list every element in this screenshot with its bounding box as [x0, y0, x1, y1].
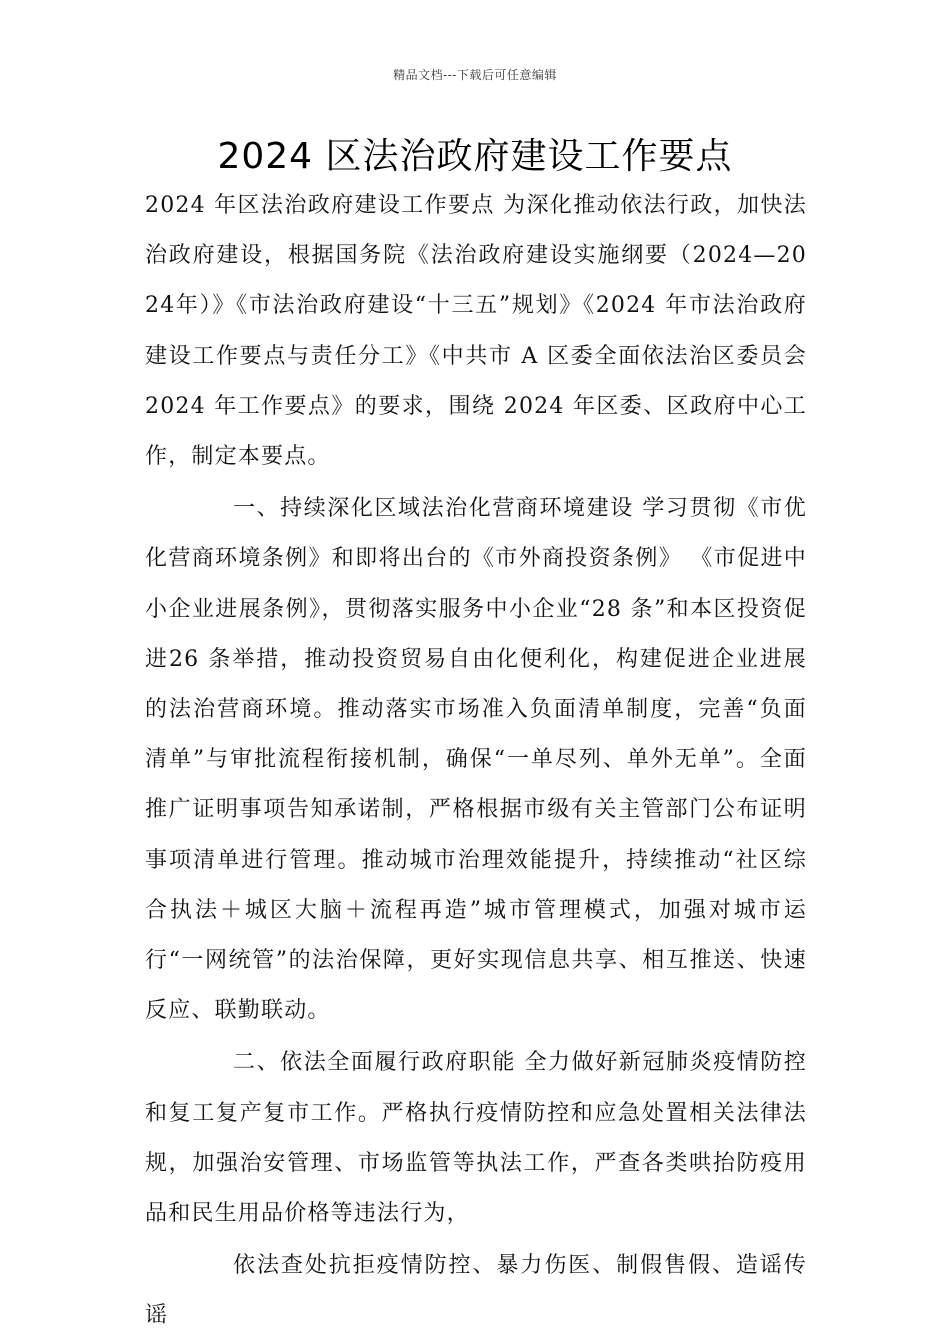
header-note: 精品文档---下载后可任意编辑	[393, 68, 557, 82]
document-body	[145, 181, 807, 1342]
section-2-continuation-paragraph: 依法查处抗拒疫情防控、暴力伤医、制假售假、造谣传谣	[145, 1253, 807, 1329]
section-2-paragraph: 二、依法全面履行政府职能 全力做好新冠肺炎疫情防控和复工复产复市工作。严格执行疫情防控和应急处置相关法律法规，加强治安管理、市场监管等执法工作，严查各类哄抬防疫用品和民生用品价格等违法行为，	[145, 1050, 807, 1227]
section-1-paragraph: 一、持续深化区域法治化营商环境建设 学习贯彻《市优化营商环境条例》和即将出台的《市外商投资条例》 《市促进中小企业进展条例》，贯彻落实服务中小企业“28 条”和本区投资促进26 条举措，推动投资贸易自由化便利化，构建促进企业进展的法治营商环境。推动落实市场准入负面清单制度，完善“负面清单”与审批流程衔接机制，确保“一单尽列、单外无单”。全面推广证明事项告知承诺制，严格根据市级有关主管部门公布证明事项清单进行管理。推动城市治理效能提升，持续推动“社区综合执法＋城区大脑＋流程再造”城市管理模式，加强对城市运行“一网统管”的法治保障，更好实现信息共享、相互推送、快速反应、联勤联动。	[145, 496, 807, 1024]
intro-paragraph: 2024 年区法治政府建设工作要点 为深化推动依法行政，加快法治政府建设，根据国务院《法治政府建设实施纲要（2024—2024年）》《市法治政府建设“十三五”规划》《2024 年市法治政府建设工作要点与责任分工》《中共市 A 区委全面依法治区委员会 2024 年工作要点》的要求，围绕 2024 年区委、区政府中心工作，制定本要点。	[145, 193, 807, 470]
document-title: 2024 区法治政府建设工作要点	[217, 136, 733, 177]
